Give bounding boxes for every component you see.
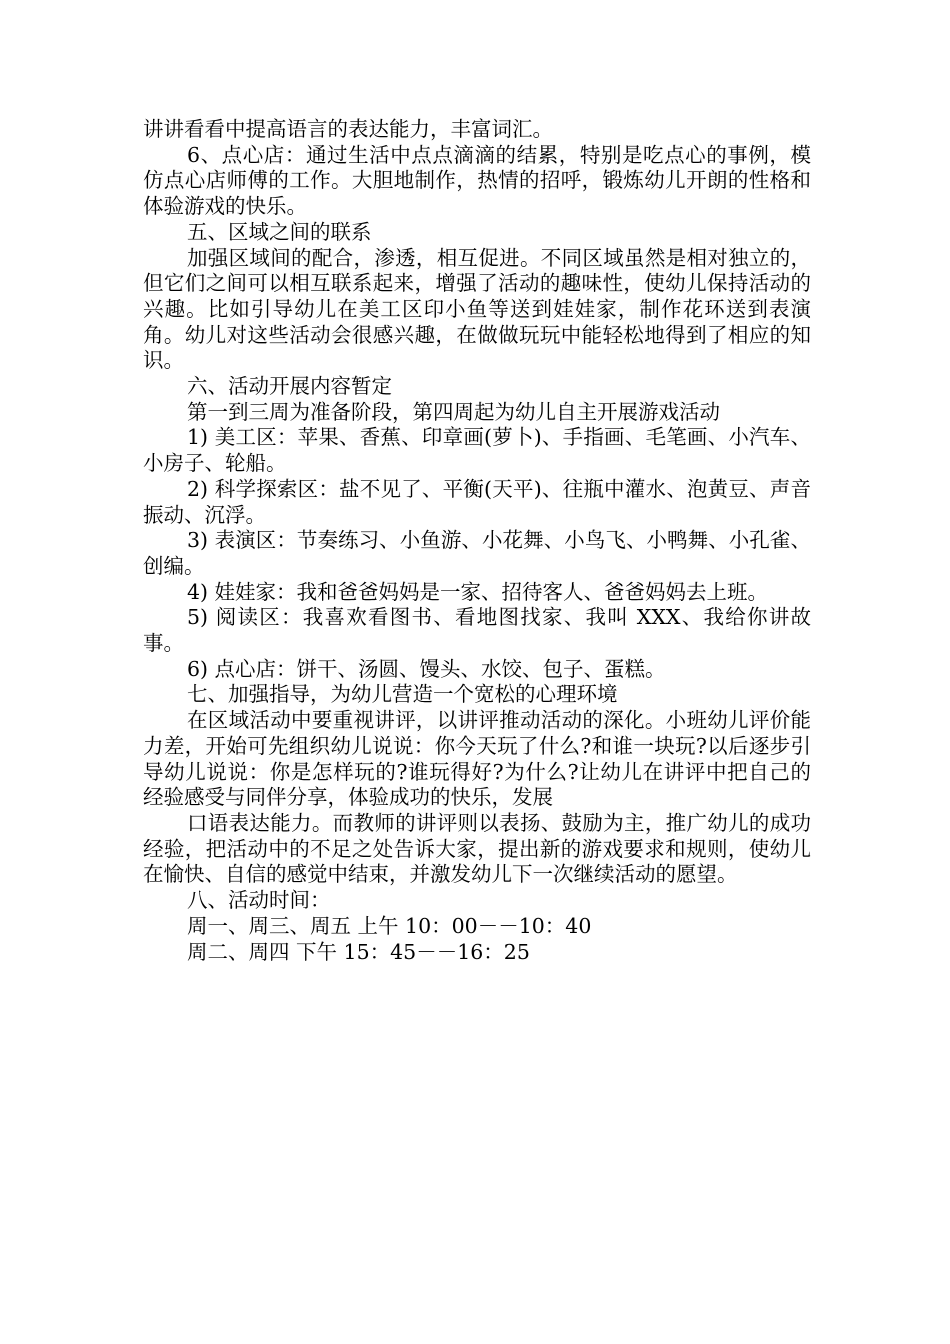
list-item-doll-house: 4) 娃娃家：我和爸爸妈妈是一家、招待客人、爸爸妈妈去上班。 bbox=[187, 579, 769, 604]
list-item-snack-shop: 6) 点心店：饼干、汤圆、馒头、水饺、包子、蛋糕。 bbox=[187, 656, 666, 681]
heading-guidance: 七、加强指导，为幼儿营造一个宽松的心理环境 bbox=[187, 682, 618, 707]
paragraph-guidance-1: 在区域活动中要重视讲评，以讲评推动活动的深化。小班幼儿评价能力差，开始可先组织幼儿说说：你今天玩了什么?和谁一块玩?以后逐步引导幼儿说说：你是怎样玩的?谁玩得好?为什么?让幼儿在讲评中把自己的经验感受与同伴分享，体验成功的快乐，发展 bbox=[143, 708, 811, 810]
paragraph-schedule-intro: 第一到三周为准备阶段，第四周起为幼儿自主开展游戏活动 bbox=[187, 399, 720, 424]
paragraph-area-connections: 加强区域间的配合，渗透，相互促进。不同区域虽然是相对独立的，但它们之间可以相互联系起来，增强了活动的趣味性，使幼儿保持活动的兴趣。比如引导幼儿在美工区印小鱼等送到娃娃家，制作花环送到表演角。幼儿对这些活动会很感兴趣，在做做玩玩中能轻松地得到了相应的知识。 bbox=[143, 245, 811, 373]
heading-area-connections: 五、区域之间的联系 bbox=[187, 219, 372, 244]
list-item-science-area: 2) 科学探索区：盐不见了、平衡(天平)、往瓶中灌水、泡黄豆、声音振动、沉浮。 bbox=[143, 476, 811, 527]
list-item-art-area: 1) 美工区：苹果、香蕉、印章画(萝卜)、手指画、毛笔画、小汽车、小房子、轮船。 bbox=[143, 425, 811, 476]
list-item-performance-area: 3) 表演区：节奏练习、小鱼游、小花舞、小鸟飞、小鸭舞、小孔雀、创编。 bbox=[143, 528, 811, 578]
document-body bbox=[143, 117, 811, 965]
heading-activity-time: 八、活动时间： bbox=[187, 888, 331, 913]
schedule-line-morning: 周一、周三、周五 上午 10：00－－10：40 bbox=[187, 913, 592, 938]
paragraph-vocabulary: 讲讲看看中提高语言的表达能力，丰富词汇。 bbox=[143, 117, 553, 141]
heading-activity-content: 六、活动开展内容暂定 bbox=[187, 374, 392, 399]
list-item-reading-area: 5) 阅读区：我喜欢看图书、看地图找家、我叫 XXX、我给你讲故事。 bbox=[143, 605, 811, 656]
schedule-line-afternoon: 周二、周四 下午 15：45－－16：25 bbox=[187, 939, 530, 964]
paragraph-guidance-2: 口语表达能力。而教师的讲评则以表扬、鼓励为主，推广幼儿的成功经验，把活动中的不足之处告诉大家，提出新的游戏要求和规则，使幼儿在愉快、自信的感觉中结束，并激发幼儿下一次继续活动的愿望。 bbox=[143, 810, 811, 887]
paragraph-snack-shop: 6、点心店：通过生活中点点滴滴的结累，特别是吃点心的事例，模仿点心店师傅的工作。大胆地制作，热情的招呼，锻炼幼儿开朗的性格和体验游戏的快乐。 bbox=[143, 142, 811, 219]
